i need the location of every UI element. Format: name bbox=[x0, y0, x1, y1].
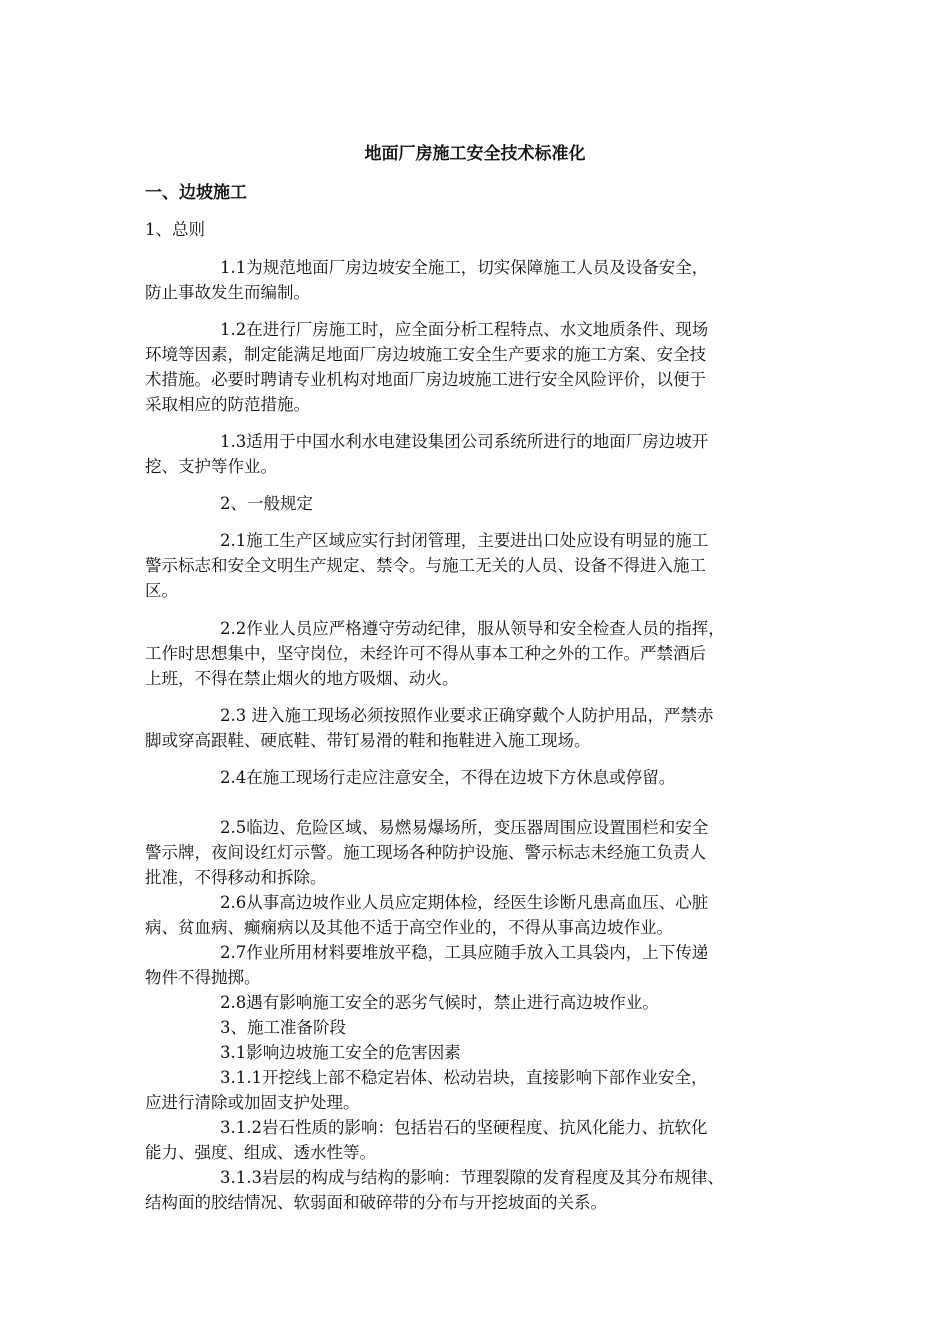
paragraph-line: 2.1施工生产区域应实行封闭管理，主要进出口处应设有明显的施工 bbox=[220, 531, 709, 550]
paragraph-line: 2.8遇有影响施工安全的恶劣气候时，禁止进行高边坡作业。 bbox=[220, 993, 659, 1012]
paragraph-line: 挖、支护等作业。 bbox=[145, 457, 277, 476]
paragraph-line: 2.7作业所用材料要堆放平稳，工具应随手放入工具袋内，上下传递 bbox=[220, 943, 709, 962]
paragraph-line: 防止事故发生而编制。 bbox=[145, 283, 310, 302]
section-heading: 一、边坡施工 bbox=[145, 183, 247, 203]
paragraph-line: 批准，不得移动和拆除。 bbox=[145, 868, 327, 887]
paragraph-line: 3.1.2岩石性质的影响：包括岩石的坚硬程度、抗风化能力、抗软化 bbox=[220, 1118, 708, 1137]
paragraph-line: 3.1.3岩层的构成与结构的影响：节理裂隙的发育程度及其分布规律、 bbox=[220, 1168, 724, 1187]
paragraph-line: 2.6从事高边坡作业人员应定期体检，经医生诊断凡患高血压、心脏 bbox=[220, 893, 709, 912]
paragraph-line: 1.1为规范地面厂房边坡安全施工，切实保障施工人员及设备安全， bbox=[220, 258, 709, 277]
paragraph-line: 2.2作业人员应严格遵守劳动纪律，服从领导和安全检查人员的指挥， bbox=[220, 619, 725, 638]
paragraph-line: 环境等因素，制定能满足地面厂房边坡施工安全生产要求的施工方案、安全技 bbox=[145, 345, 706, 364]
subsection-heading: 1、总则 bbox=[145, 220, 205, 239]
paragraph-line: 2.4在施工现场行走应注意安全，不得在边坡下方休息或停留。 bbox=[220, 768, 676, 787]
paragraph-line: 物件不得抛掷。 bbox=[145, 968, 261, 987]
paragraph-line: 2.3 进入施工现场必须按照作业要求正确穿戴个人防护用品，严禁赤 bbox=[220, 706, 714, 725]
paragraph-line: 上班，不得在禁止烟火的地方吸烟、动火。 bbox=[145, 669, 459, 688]
paragraph-line: 1.2在进行厂房施工时，应全面分析工程特点、水文地质条件、现场 bbox=[220, 320, 709, 339]
paragraph-line: 采取相应的防范措施。 bbox=[145, 395, 310, 414]
paragraph-line: 3.1.1开挖线上部不稳定岩体、松动岩块，直接影响下部作业安全， bbox=[220, 1068, 708, 1087]
paragraph-line: 应进行清除或加固支护处理。 bbox=[145, 1093, 360, 1112]
paragraph-line: 警示牌，夜间设红灯示警。施工现场各种防护设施、警示标志未经施工负责人 bbox=[145, 843, 706, 862]
paragraph-line: 1.3适用于中国水利水电建设集团公司系统所进行的地面厂房边坡开 bbox=[220, 432, 709, 451]
paragraph-line: 区。 bbox=[145, 581, 178, 600]
paragraph-line: 术措施。必要时聘请专业机构对地面厂房边坡施工进行安全风险评价，以便于 bbox=[145, 370, 706, 389]
paragraph-line: 警示标志和安全文明生产规定、禁令。与施工无关的人员、设备不得进入施工 bbox=[145, 556, 706, 575]
subsection-heading: 3.1影响边坡施工安全的危害因素 bbox=[220, 1043, 461, 1062]
subsection-heading: 3、施工准备阶段 bbox=[220, 1018, 346, 1037]
subsection-heading: 2、一般规定 bbox=[220, 494, 313, 513]
paragraph-line: 2.5临边、危险区域、易燃易爆场所，变压器周围应设置围栏和安全 bbox=[220, 818, 709, 837]
paragraph-line: 能力、强度、组成、透水性等。 bbox=[145, 1143, 376, 1162]
paragraph-line: 工作时思想集中，坚守岗位，未经许可不得从事本工种之外的工作。严禁酒后 bbox=[145, 644, 706, 663]
document-title: 地面厂房施工安全技术标准化 bbox=[364, 144, 586, 164]
paragraph-line: 脚或穿高跟鞋、硬底鞋、带钉易滑的鞋和拖鞋进入施工现场。 bbox=[145, 731, 591, 750]
paragraph-line: 结构面的胶结情况、软弱面和破碎带的分布与开挖坡面的关系。 bbox=[145, 1193, 607, 1212]
paragraph-line: 病、贫血病、癫痫病以及其他不适于高空作业的，不得从事高边坡作业。 bbox=[145, 918, 673, 937]
